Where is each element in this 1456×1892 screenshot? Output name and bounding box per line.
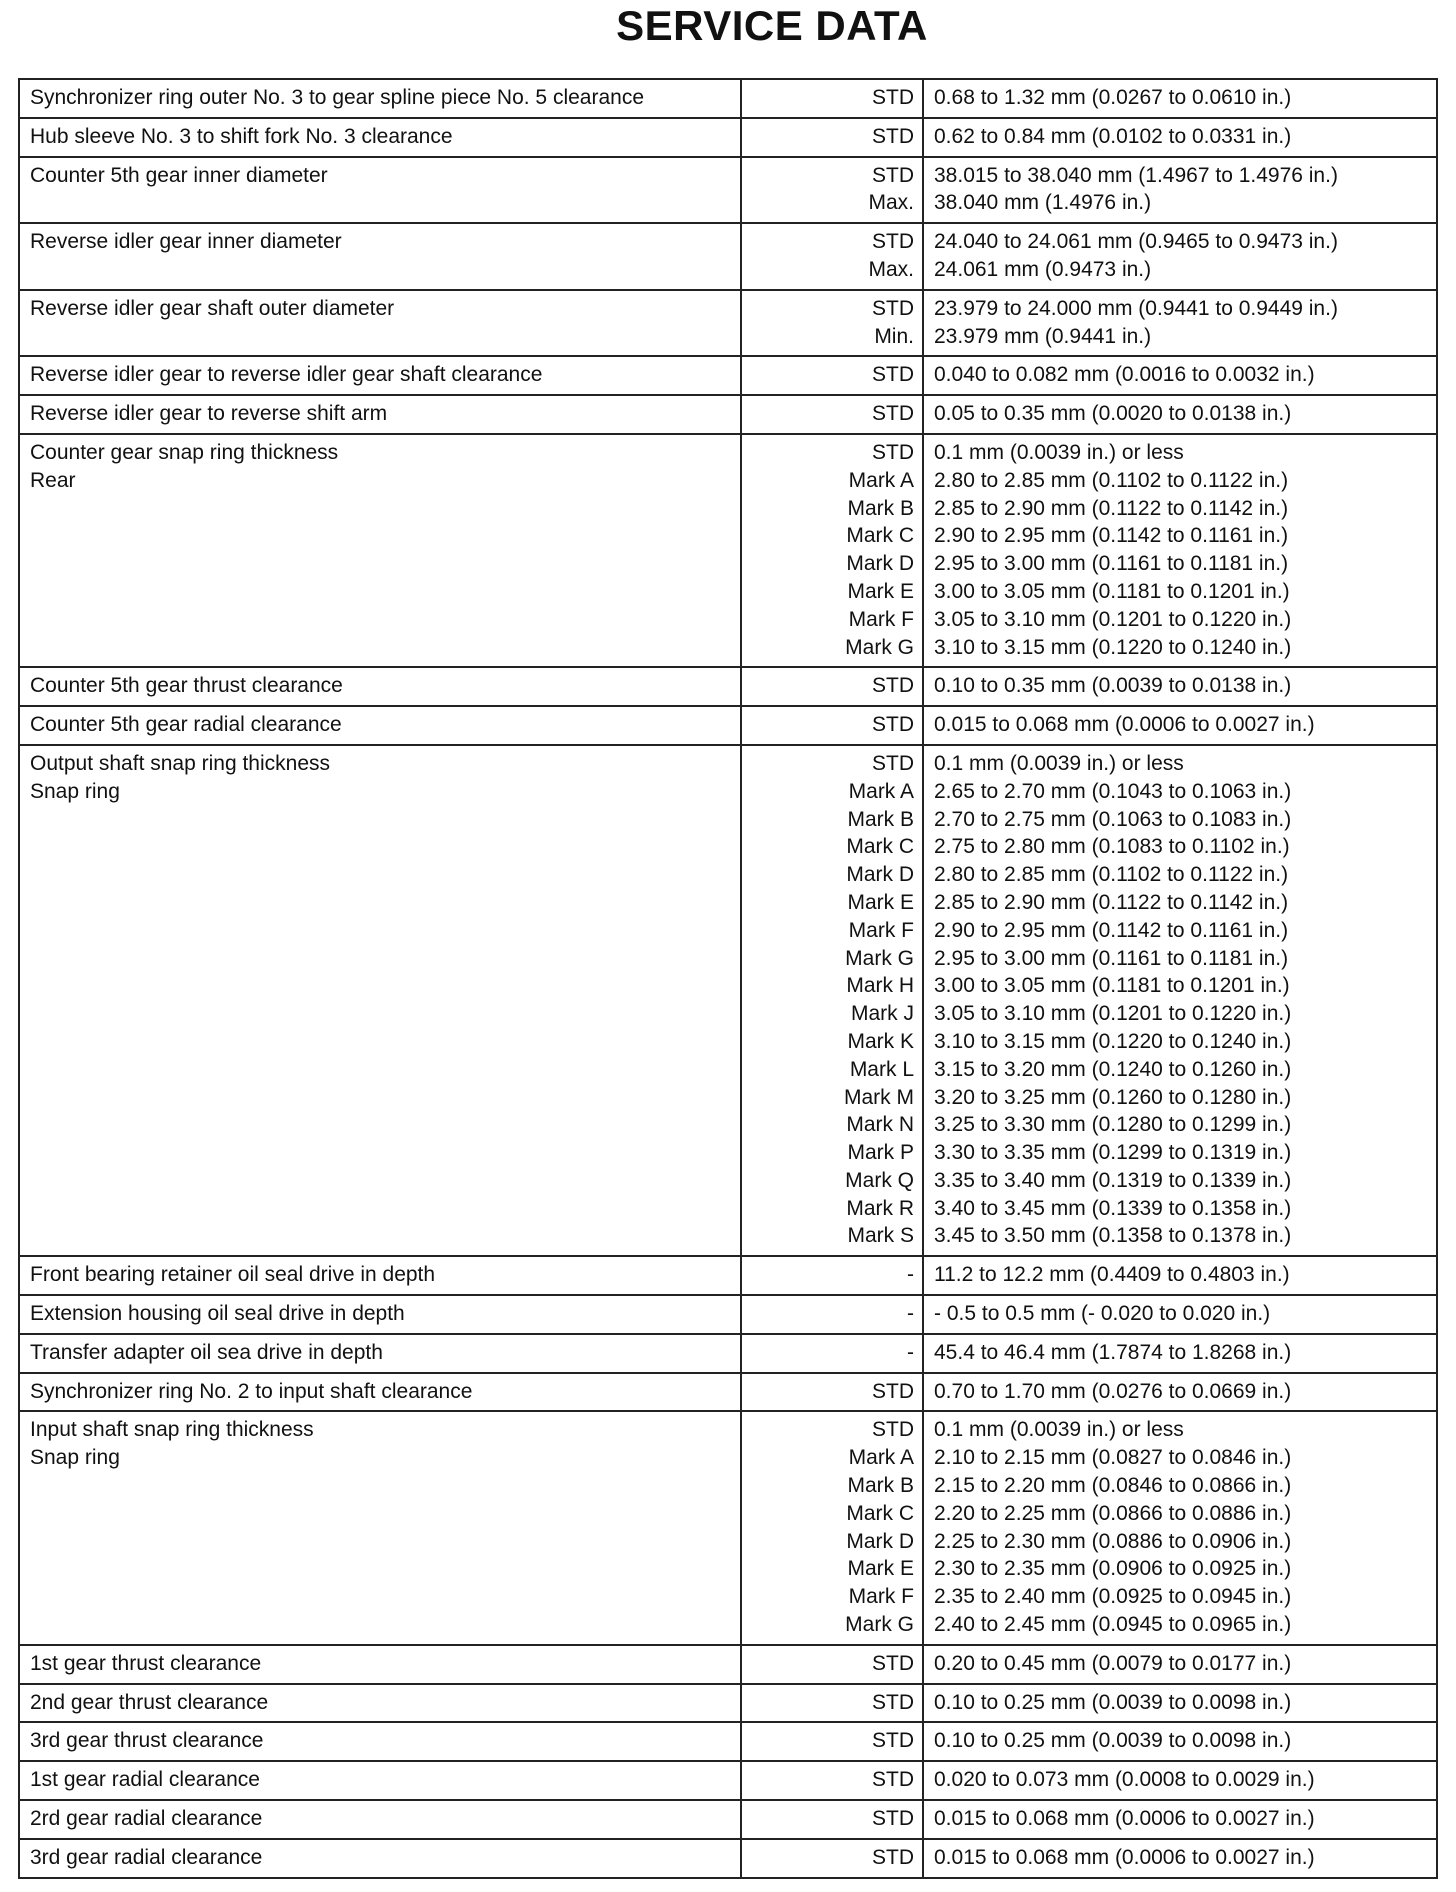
table-row [19,1839,1437,1878]
spec-value-cell [923,1761,1437,1800]
spec-value: 45.4 to 46.4 mm (1.7874 to 1.8268 in.) [934,1340,1292,1364]
spec-label: STD [872,1418,914,1442]
item-text: 1st gear radial clearance [30,1768,260,1792]
item-text: Counter 5th gear thrust clearance [30,674,343,698]
item-text: 2nd gear thrust clearance [30,1690,269,1714]
spec-label: Mark F [848,607,914,631]
spec-label: - [907,1263,914,1287]
spec-label: Mark H [846,974,914,998]
spec-value: 3.35 to 3.40 mm (0.1319 to 0.1339 in.) [934,1168,1292,1192]
item-text: Reverse idler gear shaft outer diameter [30,296,395,320]
spec-label-cell [741,118,923,157]
spec-label: Mark D [846,863,914,887]
spec-label: Mark E [847,579,914,603]
item-cell [19,1722,741,1761]
item-text: Rear [30,468,76,492]
spec-value: 0.10 to 0.25 mm (0.0039 to 0.0098 in.) [934,1729,1292,1753]
spec-value-cell [923,1684,1437,1723]
item-cell [19,667,741,706]
spec-label: STD [872,674,914,698]
table-row [19,1334,1437,1373]
spec-label-cell [741,1256,923,1295]
spec-value: 2.40 to 2.45 mm (0.0945 to 0.0965 in.) [934,1613,1292,1637]
spec-value: 0.015 to 0.068 mm (0.0006 to 0.0027 in.) [934,713,1315,737]
spec-label: STD [872,1651,914,1675]
item-text: Reverse idler gear to reverse idler gear shaft clearance [30,363,543,387]
spec-value: 24.040 to 24.061 mm (0.9465 to 0.9473 in.) [934,230,1338,254]
spec-label-cell [741,434,923,667]
spec-value: 0.1 mm (0.0039 in.) or less [934,1418,1184,1442]
spec-value: 0.70 to 1.70 mm (0.0276 to 0.0669 in.) [934,1379,1292,1403]
spec-value: 2.70 to 2.75 mm (0.1063 to 0.1083 in.) [934,807,1292,831]
page-title: SERVICE DATA [616,2,928,49]
item-cell [19,1295,741,1334]
spec-value: 3.25 to 3.30 mm (0.1280 to 0.1299 in.) [934,1113,1292,1137]
spec-value-cell [923,1800,1437,1839]
spec-value-cell [923,223,1437,290]
table-row [19,1722,1437,1761]
spec-value-cell [923,79,1437,118]
spec-label: STD [872,1379,914,1403]
spec-label: Mark G [845,946,914,970]
spec-label: Mark C [846,1501,914,1525]
spec-label: Mark B [847,1474,914,1498]
spec-label-cell [741,667,923,706]
spec-value: 0.1 mm (0.0039 in.) or less [934,751,1184,775]
spec-value: 2.20 to 2.25 mm (0.0866 to 0.0886 in.) [934,1501,1292,1525]
spec-value: 2.90 to 2.95 mm (0.1142 to 0.1161 in.) [934,524,1289,548]
item-cell [19,1256,741,1295]
table-row [19,745,1437,1256]
spec-label: STD [872,1807,914,1831]
item-text: Transfer adapter oil sea drive in depth [30,1340,383,1364]
item-text: Hub sleeve No. 3 to shift fork No. 3 clearance [30,124,453,148]
spec-value: - 0.5 to 0.5 mm (- 0.020 to 0.020 in.) [934,1302,1271,1326]
spec-label: Mark D [846,1529,914,1553]
spec-value: 11.2 to 12.2 mm (0.4409 to 0.4803 in.) [934,1263,1290,1287]
spec-label-cell [741,1684,923,1723]
spec-label: Mark E [847,890,914,914]
spec-label: Mark G [845,635,914,659]
spec-value: 3.45 to 3.50 mm (0.1358 to 0.1378 in.) [934,1224,1292,1248]
table-row [19,1256,1437,1295]
spec-label: Mark M [844,1085,914,1109]
spec-label: Mark C [846,524,914,548]
spec-label: Mark S [847,1224,914,1248]
spec-label: Mark A [848,1446,914,1470]
spec-label: Mark N [846,1113,914,1137]
spec-value-cell [923,1645,1437,1684]
spec-value: 0.020 to 0.073 mm (0.0008 to 0.0029 in.) [934,1768,1315,1792]
spec-label: STD [872,1729,914,1753]
spec-value: 3.10 to 3.15 mm (0.1220 to 0.1240 in.) [934,635,1292,659]
spec-value: 2.35 to 2.40 mm (0.0925 to 0.0945 in.) [934,1585,1292,1609]
table-row [19,395,1437,434]
item-text: 3rd gear thrust clearance [30,1729,264,1753]
spec-value: 2.15 to 2.20 mm (0.0846 to 0.0866 in.) [934,1474,1292,1498]
spec-label-cell [741,356,923,395]
spec-value-cell [923,356,1437,395]
spec-value: 2.85 to 2.90 mm (0.1122 to 0.1142 in.) [934,890,1289,914]
spec-value: 2.65 to 2.70 mm (0.1043 to 0.1063 in.) [934,779,1292,803]
spec-label: STD [872,230,914,254]
spec-label: STD [872,1690,914,1714]
spec-value: 2.25 to 2.30 mm (0.0886 to 0.0906 in.) [934,1529,1292,1553]
spec-label-cell [741,1295,923,1334]
table-row [19,667,1437,706]
spec-value: 0.20 to 0.45 mm (0.0079 to 0.0177 in.) [934,1651,1292,1675]
spec-label-cell [741,395,923,434]
table-row [19,1295,1437,1334]
spec-label-cell [741,1373,923,1412]
spec-value: 23.979 to 24.000 mm (0.9441 to 0.9449 in.) [934,296,1338,320]
spec-value-cell [923,434,1437,667]
spec-value: 2.80 to 2.85 mm (0.1102 to 0.1122 in.) [934,468,1289,492]
spec-value: 3.30 to 3.35 mm (0.1299 to 0.1319 in.) [934,1141,1292,1165]
spec-label-cell [741,223,923,290]
spec-value: 0.040 to 0.082 mm (0.0016 to 0.0032 in.) [934,363,1315,387]
item-text: Input shaft snap ring thickness [30,1418,314,1442]
table-row [19,1800,1437,1839]
item-cell [19,1839,741,1878]
item-text: Counter 5th gear radial clearance [30,713,342,737]
spec-label-cell [741,1722,923,1761]
table-row [19,1411,1437,1644]
spec-label: Max. [868,191,914,215]
table-row [19,434,1437,667]
spec-label-cell [741,1761,923,1800]
spec-value: 3.00 to 3.05 mm (0.1181 to 0.1201 in.) [934,579,1290,603]
item-cell [19,1645,741,1684]
spec-value: 0.68 to 1.32 mm (0.0267 to 0.0610 in.) [934,86,1292,109]
spec-label: Mark E [847,1557,914,1581]
service-data-table [18,78,1438,1879]
spec-value: 38.040 mm (1.4976 in.) [934,191,1152,215]
spec-label-cell [741,1645,923,1684]
spec-label: Mark F [848,918,914,942]
item-cell [19,1684,741,1723]
spec-value: 0.1 mm (0.0039 in.) or less [934,440,1184,464]
spec-label: Max. [868,257,914,281]
item-text: Reverse idler gear to reverse shift arm [30,402,388,426]
item-cell [19,706,741,745]
spec-label: Mark A [848,779,914,803]
item-cell [19,79,741,118]
spec-value: 0.015 to 0.068 mm (0.0006 to 0.0027 in.) [934,1807,1315,1831]
spec-value: 0.62 to 0.84 mm (0.0102 to 0.0331 in.) [934,124,1292,148]
spec-value-cell [923,1722,1437,1761]
table-row [19,706,1437,745]
spec-value-cell [923,1839,1437,1878]
item-cell [19,1373,741,1412]
item-cell [19,1411,741,1644]
spec-value-cell [923,1373,1437,1412]
spec-label-cell [741,290,923,357]
item-cell [19,1334,741,1373]
item-text: 2rd gear radial clearance [30,1807,263,1831]
item-cell [19,356,741,395]
item-text: Front bearing retainer oil seal drive in depth [30,1263,436,1287]
spec-label: Min. [874,324,914,348]
item-cell [19,157,741,224]
spec-label: STD [872,440,914,464]
spec-value-cell [923,395,1437,434]
table-row [19,290,1437,357]
item-cell [19,1761,741,1800]
spec-label: STD [872,1768,914,1792]
item-text: Synchronizer ring No. 2 to input shaft clearance [30,1379,473,1403]
table-row [19,356,1437,395]
spec-value: 0.10 to 0.25 mm (0.0039 to 0.0098 in.) [934,1690,1292,1714]
spec-label: Mark G [845,1613,914,1637]
spec-value: 2.30 to 2.35 mm (0.0906 to 0.0925 in.) [934,1557,1292,1581]
spec-value: 3.05 to 3.10 mm (0.1201 to 0.1220 in.) [934,1002,1292,1026]
spec-value-cell [923,745,1437,1256]
item-text: Extension housing oil seal drive in depth [30,1302,405,1326]
spec-label-cell [741,1334,923,1373]
spec-label-cell [741,1411,923,1644]
spec-value: 2.75 to 2.80 mm (0.1083 to 0.1102 in.) [934,835,1290,859]
spec-value: 3.40 to 3.45 mm (0.1339 to 0.1358 in.) [934,1196,1292,1220]
table-row [19,118,1437,157]
item-text: Snap ring [30,779,120,803]
spec-value: 3.10 to 3.15 mm (0.1220 to 0.1240 in.) [934,1029,1292,1053]
spec-label: STD [872,363,914,387]
spec-label: Mark K [847,1029,914,1053]
table-row [19,1645,1437,1684]
item-cell [19,745,741,1256]
item-text: 1st gear thrust clearance [30,1651,262,1675]
item-text: 3rd gear radial clearance [30,1845,263,1869]
item-text: Synchronizer ring outer No. 3 to gear spline piece No. 5 clearance [30,86,645,109]
item-cell [19,118,741,157]
spec-label-cell [741,1839,923,1878]
spec-label: STD [872,163,914,187]
item-cell [19,434,741,667]
table-row [19,79,1437,118]
spec-label: STD [872,296,914,320]
spec-value: 2.95 to 3.00 mm (0.1161 to 0.1181 in.) [934,552,1289,576]
spec-label: Mark C [846,835,914,859]
spec-value: 3.05 to 3.10 mm (0.1201 to 0.1220 in.) [934,607,1292,631]
spec-value-cell [923,290,1437,357]
spec-label-cell [741,79,923,118]
item-text: Counter gear snap ring thickness [30,440,339,464]
spec-label: Mark L [849,1057,914,1081]
spec-label: STD [872,86,914,109]
spec-value: 2.85 to 2.90 mm (0.1122 to 0.1142 in.) [934,496,1289,520]
spec-value: 38.015 to 38.040 mm (1.4967 to 1.4976 in.) [934,163,1338,187]
spec-value-cell [923,1411,1437,1644]
item-text: Counter 5th gear inner diameter [30,163,328,187]
table-row [19,1373,1437,1412]
spec-label-cell [741,1800,923,1839]
spec-value: 0.015 to 0.068 mm (0.0006 to 0.0027 in.) [934,1845,1315,1869]
spec-label: Mark R [846,1196,914,1220]
spec-label: STD [872,751,914,775]
spec-value-cell [923,157,1437,224]
table-row [19,1684,1437,1723]
spec-value-cell [923,667,1437,706]
spec-label: Mark Q [845,1168,914,1192]
spec-value: 2.95 to 3.00 mm (0.1161 to 0.1181 in.) [934,946,1289,970]
spec-value: 3.15 to 3.20 mm (0.1240 to 0.1260 in.) [934,1057,1292,1081]
spec-label: - [907,1302,914,1326]
spec-label: Mark F [848,1585,914,1609]
spec-value-cell [923,1256,1437,1295]
spec-label: STD [872,124,914,148]
spec-label-cell [741,706,923,745]
spec-value: 0.05 to 0.35 mm (0.0020 to 0.0138 in.) [934,402,1292,426]
spec-label: Mark D [846,552,914,576]
spec-value: 2.10 to 2.15 mm (0.0827 to 0.0846 in.) [934,1446,1292,1470]
spec-label: Mark J [851,1002,914,1026]
spec-label-cell [741,745,923,1256]
table-row [19,223,1437,290]
spec-value-cell [923,1334,1437,1373]
spec-value: 3.20 to 3.25 mm (0.1260 to 0.1280 in.) [934,1085,1292,1109]
spec-label: - [907,1340,914,1364]
item-cell [19,1800,741,1839]
item-text: Output shaft snap ring thickness [30,751,330,775]
spec-value-cell [923,1295,1437,1334]
item-cell [19,395,741,434]
spec-value: 2.80 to 2.85 mm (0.1102 to 0.1122 in.) [934,863,1289,887]
spec-label: Mark B [847,496,914,520]
spec-label-cell [741,157,923,224]
spec-label: STD [872,713,914,737]
item-cell [19,290,741,357]
spec-label: STD [872,402,914,426]
spec-label: Mark B [847,807,914,831]
spec-value-cell [923,706,1437,745]
spec-value: 0.10 to 0.35 mm (0.0039 to 0.0138 in.) [934,674,1292,698]
spec-value: 24.061 mm (0.9473 in.) [934,257,1152,281]
spec-value: 3.00 to 3.05 mm (0.1181 to 0.1201 in.) [934,974,1290,998]
spec-value-cell [923,118,1437,157]
item-cell [19,223,741,290]
table-row [19,157,1437,224]
spec-label: STD [872,1845,914,1869]
spec-value: 2.90 to 2.95 mm (0.1142 to 0.1161 in.) [934,918,1289,942]
table-row [19,1761,1437,1800]
spec-label: Mark P [847,1141,914,1165]
item-text: Reverse idler gear inner diameter [30,230,342,254]
spec-value: 23.979 mm (0.9441 in.) [934,324,1152,348]
spec-label: Mark A [848,468,914,492]
item-text: Snap ring [30,1446,120,1470]
